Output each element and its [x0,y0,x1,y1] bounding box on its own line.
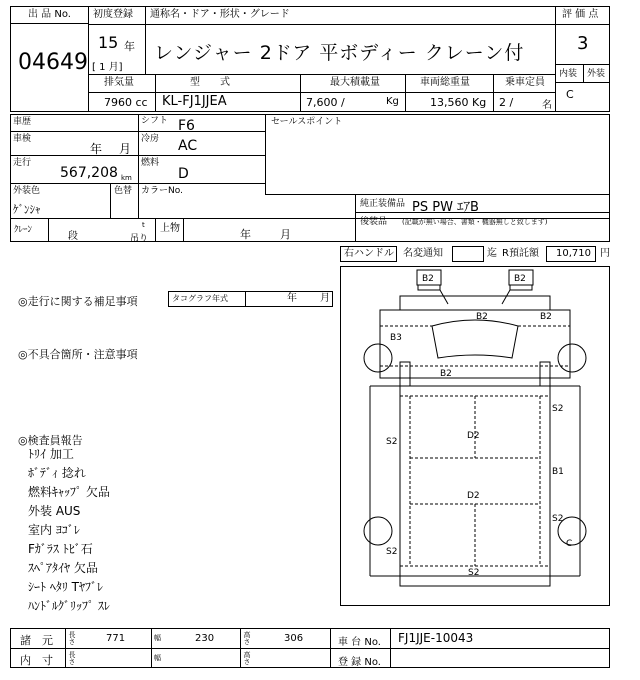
capacity-unit: 名 [542,100,552,111]
upper-body-label: 上物 [160,223,180,234]
driving-notes-label: ◎走行に関する補足事項 [18,295,138,308]
inspector-item: ﾎﾞﾃﾞｨ 捻れ [28,466,86,480]
damage-mark: D2 [467,431,480,441]
gross-weight-label: 車両総重量 [420,77,470,88]
front-left-wheel [364,344,392,372]
width-value: 230 [195,633,215,644]
equipment-label: 純正装備品 [360,199,406,209]
max-load: 7,600 / [306,96,345,109]
recycle-deposit-unit: 円 [600,248,610,259]
color-change-label: 色替 [114,186,133,196]
meter-change-box [452,246,484,262]
dimensions-label: 諸 元 [20,634,53,647]
aftermarket-label: 後装品 [360,217,388,227]
crane-label: ｸﾚｰﾝ [14,225,33,235]
damage-mark: S2 [386,547,398,557]
rear-left-wheel [364,517,392,545]
damage-mark: B2 [476,312,488,322]
damage-mark: B2 [514,274,526,284]
damage-mark: S2 [386,437,398,447]
inspection-label: 車検 [13,134,32,144]
first-registration-year: 15 [98,33,119,52]
damage-mark: S2 [552,514,564,524]
right-hand-drive-label: 右ハンドル [344,248,394,259]
inspector-item: Fｶﾞﾗｽ ﾄﾋﾞ石 [28,542,93,556]
crane-tonnage-unit: t [142,221,145,229]
length-label: 長さ [68,631,76,645]
mileage-value: 567,208 [60,165,118,181]
interior-grade: C [566,88,574,101]
damage-mark: D2 [467,491,480,501]
tacho-year-unit: 年 [287,293,297,304]
lot-number-label: 出 品 No. [28,9,71,20]
upper-year-unit: 年 [240,228,251,241]
inspector-item: ﾄﾘｲ 加工 [28,447,74,461]
shift-label: シフト [141,116,169,126]
first-registration-month: [ 1 月] [92,62,123,73]
ac-value: AC [178,138,198,154]
model-label: 型 式 [190,77,230,88]
aftermarket-note: (記載が無い場合、書類・機器無しと致します) [402,218,548,226]
interior-size-label: 内 寸 [20,654,53,667]
ac-label: 冷房 [141,134,160,144]
exterior-color: ｹﾞﾝｼｬ [13,203,41,216]
chassis-label: 車 台 No. [338,637,381,648]
inspector-item: 燃料ｷｬｯﾌﾟ 欠品 [28,485,110,499]
sales-point-label: セールスポイント [271,117,343,127]
mileage-unit: km [121,174,132,182]
truck-diagram [340,266,610,606]
tacho-month-unit: 月 [320,293,330,304]
exterior-grade-label: 外装 [587,69,606,79]
meter-until-label: 迄 [487,248,497,259]
damage-mark: S2 [468,568,480,578]
max-load-unit: Kg [386,96,399,107]
inspector-item: 室内 ﾖｺﾞﾚ [28,523,80,537]
damage-mark: C [566,539,573,549]
lot-number: 04649 [18,50,88,75]
capacity-label: 乗車定員 [505,77,545,88]
defects-label: ◎不具合箇所・注意事項 [18,348,138,361]
height-value: 306 [284,633,304,644]
history-label: 車歴 [13,117,32,127]
first-registration-label: 初度登録 [93,9,133,20]
inspector-report-label: ◎検査員報告 [18,434,83,447]
shift-value: F6 [178,118,195,134]
model-code: KL-FJ1JJEA [162,94,227,109]
upper-month-unit: 月 [280,228,291,241]
damage-mark: S2 [552,404,564,414]
length-value: 771 [106,633,126,644]
fuel-value: D [178,166,189,182]
recycle-deposit-label: R預託額 [502,248,539,259]
inspection-month-unit: 月 [119,142,132,156]
chassis-number: FJ1JJE-10043 [398,631,474,645]
inspection-year-unit: 年 [90,142,103,156]
interior-height-label: 高さ [243,651,251,665]
front-right-wheel [558,344,586,372]
year-unit: 年 [124,40,135,53]
windshield [432,320,518,358]
inspector-item: 外装 AUS [28,504,81,518]
inspector-item: ｽﾍﾟｱﾀｲﾔ 欠品 [28,561,98,575]
exterior-color-label: 外装色 [13,186,41,196]
grade-label: 評 価 点 [562,9,599,20]
displacement: 7960 cc [104,96,148,109]
interior-grade-label: 内装 [559,69,578,79]
vehicle-name-label: 通称名・ドア・形状・グレード [150,9,290,20]
gross-weight: 13,560 Kg [430,96,487,109]
vehicle-name: レンジャー 2ドア 平ボディー クレーン付 [154,42,525,64]
fuel-label: 燃料 [141,158,160,168]
overall-grade: 3 [577,33,589,54]
color-code-label: カラーNo. [141,186,183,196]
mileage-label: 走行 [13,158,32,168]
damage-mark: B2 [440,369,452,379]
displacement-label: 排気量 [104,77,134,88]
damage-mark: B3 [390,333,402,343]
equipment-value: PS PW ｴｱB [412,200,479,215]
registration-label: 登 録 No. [338,657,381,668]
crane-hook-unit: 吊り [130,234,149,244]
inspector-item: ｼｰﾄ ﾍﾀﾘ Tﾔﾌﾞﾚ [28,580,103,594]
damage-mark: B1 [552,467,564,477]
interior-width-label: 幅 [154,654,161,662]
truck-bed [400,386,550,576]
damage-mark: B2 [540,312,552,322]
recycle-deposit-amount: 10,710 [556,248,591,259]
interior-length-label: 長さ [68,651,76,665]
height-label: 高さ [243,631,251,645]
damage-mark: B2 [422,274,434,284]
tacho-label: タコグラフ年式 [172,294,228,303]
inspector-item: ﾊﾝﾄﾞﾙｸﾞﾘｯﾌﾟ ｽﾚ [28,599,110,613]
width-label: 幅 [154,634,161,642]
capacity: 2 / [499,96,514,109]
max-load-label: 最大積載量 [330,77,380,88]
crane-stage-unit: 段 [68,231,78,242]
meter-change-label: 名変通知 [403,248,443,259]
